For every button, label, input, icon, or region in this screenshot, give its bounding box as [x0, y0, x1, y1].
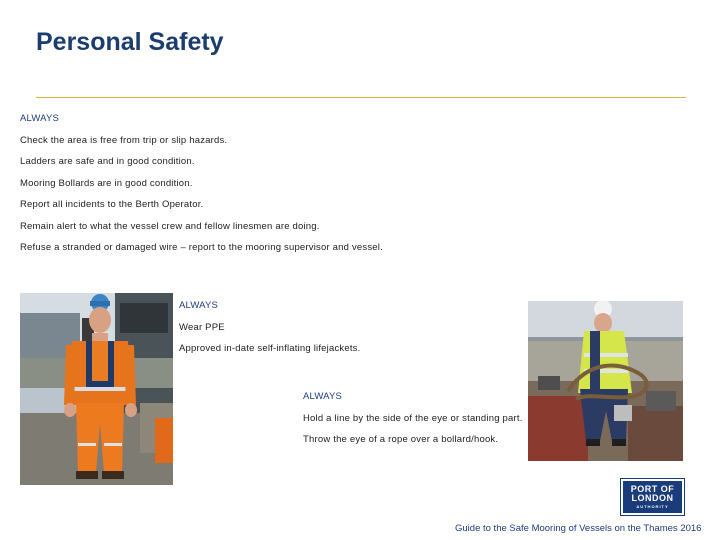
logo-line-1: PORT OF — [630, 484, 675, 494]
page-title: Personal Safety — [36, 28, 224, 56]
port-of-london-authority-logo — [621, 479, 684, 515]
rope-handling-photo — [528, 301, 683, 461]
logo-line-3: AUTHORITY — [636, 504, 669, 509]
intro-item: Refuse a stranded or damaged wire – report to the mooring supervisor and vessel. — [20, 242, 383, 253]
intro-item: Remain alert to what the vessel crew and fellow linesmen are doing. — [20, 221, 320, 232]
footer-caption: Guide to the Safe Mooring of Vessels on the Thames 2016 — [455, 523, 702, 534]
intro-item: Check the area is free from trip or slip hazards. — [20, 135, 228, 146]
logo-line-2: LONDON — [631, 493, 674, 503]
intro-item: Mooring Bollards are in good condition. — [20, 178, 193, 189]
intro-heading: ALWAYS — [20, 113, 60, 124]
lines-item: Throw the eye of a rope over a bollard/hook. — [303, 434, 499, 445]
linesman-ppe-photo — [20, 293, 173, 485]
ppe-item: Approved in-date self-inflating lifejackets. — [179, 343, 361, 354]
ppe-item: Wear PPE — [179, 322, 225, 333]
intro-item: Ladders are safe and in good condition. — [20, 156, 195, 167]
ppe-heading: ALWAYS — [179, 300, 219, 311]
title-divider — [36, 97, 686, 98]
lines-item: Hold a line by the side of the eye or standing part. — [303, 413, 523, 424]
intro-item: Report all incidents to the Berth Operator. — [20, 199, 204, 210]
lines-heading: ALWAYS — [303, 391, 343, 402]
